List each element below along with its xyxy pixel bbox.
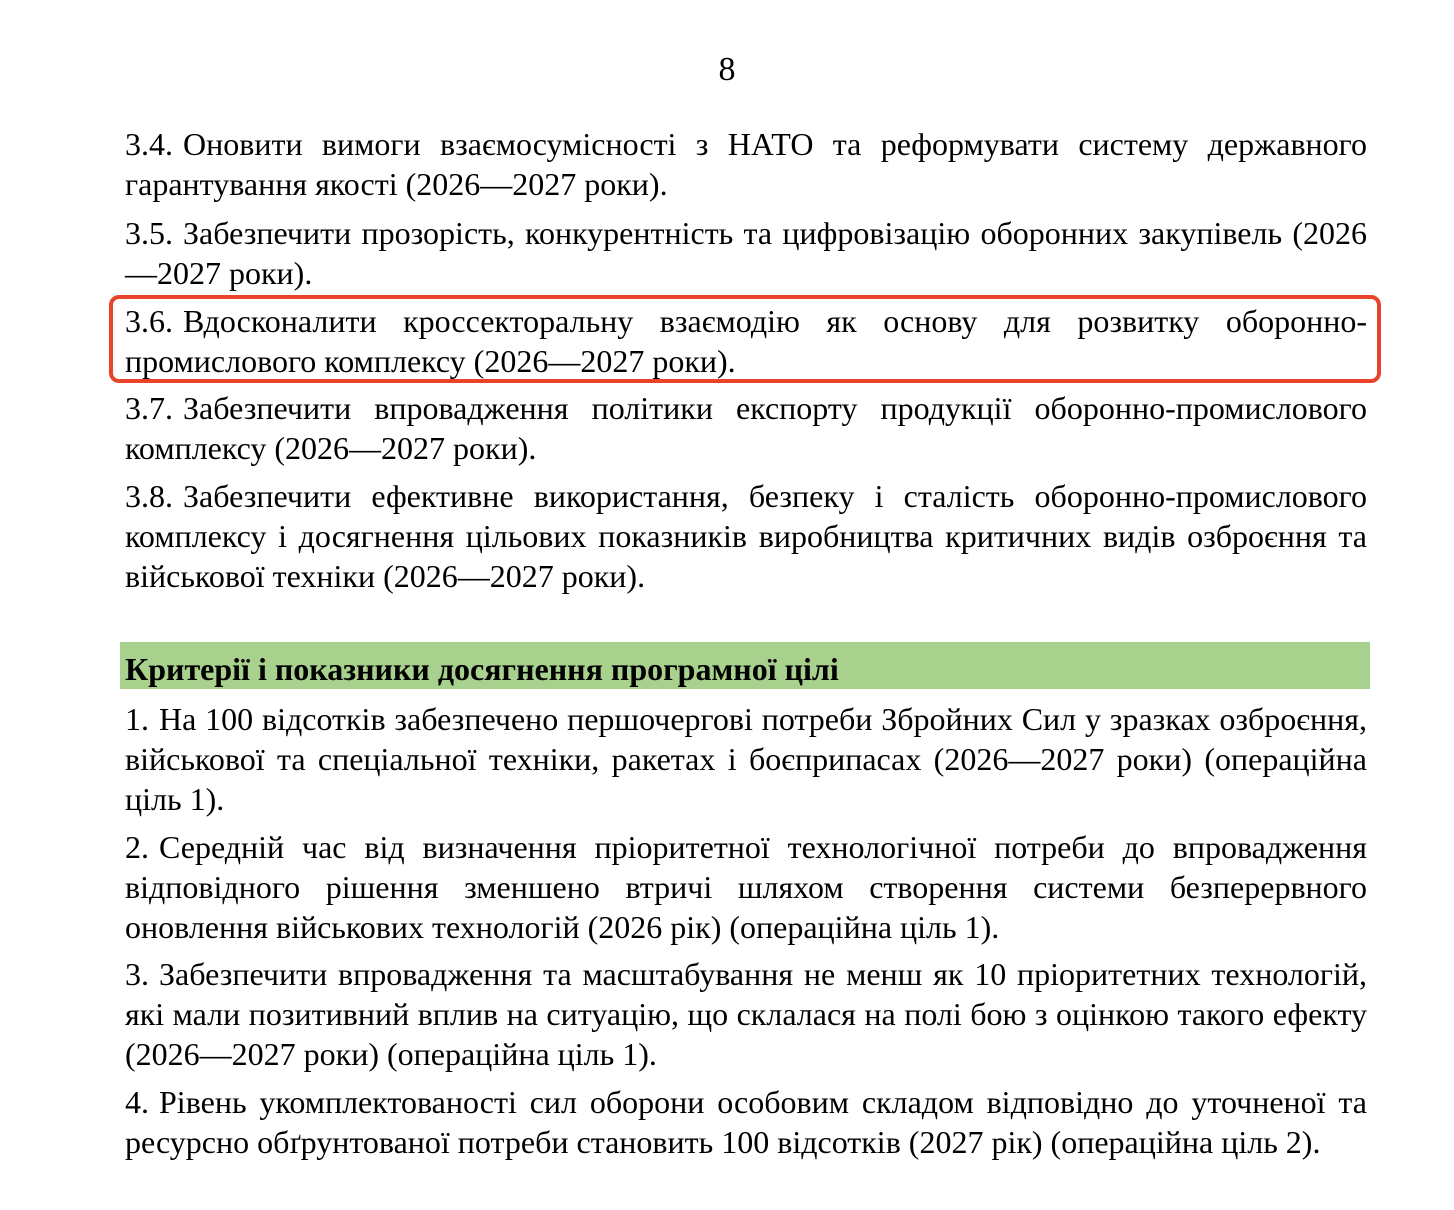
criterion-text: Середній час від визначення пріоритетної технологічної потреби до впровадження відповідного рішення зменшено втричі шляхом створення системи безперервного оновлення військових технологій (2026 рік) (операційна ціль 1).: [125, 829, 1367, 945]
task-3-4: [125, 124, 1367, 204]
criteria-heading: Критерії і показники досягнення програмної цілі: [120, 642, 1370, 689]
task-text: Вдосконалити кроссекторальну взаємодію як основу для розвитку оборонно-промислового комплексу (2026—2027 роки).: [125, 303, 1367, 379]
criterion-number: 4.: [125, 1084, 149, 1120]
task-number: 3.5.: [125, 215, 173, 251]
page-number: 8: [718, 51, 736, 88]
criterion-text: На 100 відсотків забезпечено першочергові потреби Збройних Сил у зразках озброєння, військової та спеціальної техніки, ракетах і боєприпасах (2026—2027 роки) (операційна ціль 1).: [125, 701, 1367, 817]
criterion-number: 2.: [125, 829, 149, 865]
task-text: Забезпечити впровадження політики експорту продукції оборонно-промислового комплексу (2026—2027 роки).: [125, 390, 1367, 466]
criterion-4: [125, 1082, 1367, 1162]
task-3-6: [125, 301, 1367, 381]
task-number: 3.7.: [125, 390, 173, 426]
criterion-number: 1.: [125, 701, 149, 737]
task-text: Оновити вимоги взаємосумісності з НАТО та реформувати систему державного гарантування якості (2026—2027 роки).: [125, 126, 1367, 202]
task-text: Забезпечити прозорість, конкурентність та цифровізацію оборонних закупівель (2026—2027 роки).: [125, 215, 1367, 291]
task-text: Забезпечити ефективне використання, безпеку і сталість оборонно-промислового комплексу і досягнення цільових показників виробництва критичних видів озброєння та військової техніки (2026—2027 роки).: [125, 478, 1367, 594]
task-3-8: [125, 476, 1367, 596]
criterion-3: [125, 954, 1367, 1074]
task-3-7: [125, 388, 1367, 468]
criterion-number: 3.: [125, 956, 149, 992]
criterion-text: Забезпечити впровадження та масштабування не менш як 10 пріоритетних технологій, які мали позитивний вплив на ситуацію, що склалася на полі бою з оцінкою такого ефекту (2026—2027 роки) (операційна ціль 1).: [125, 956, 1367, 1072]
criterion-text: Рівень укомплектованості сил оборони особовим складом відповідно до уточненої та ресурсно обґрунтованої потреби становить 100 відсотків (2027 рік) (операційна ціль 2).: [125, 1084, 1367, 1160]
criterion-2: [125, 827, 1367, 947]
task-3-5: [125, 213, 1367, 293]
criterion-1: [125, 699, 1367, 819]
task-number: 3.8.: [125, 478, 173, 514]
task-number: 3.6.: [125, 303, 173, 339]
task-number: 3.4.: [125, 126, 173, 162]
